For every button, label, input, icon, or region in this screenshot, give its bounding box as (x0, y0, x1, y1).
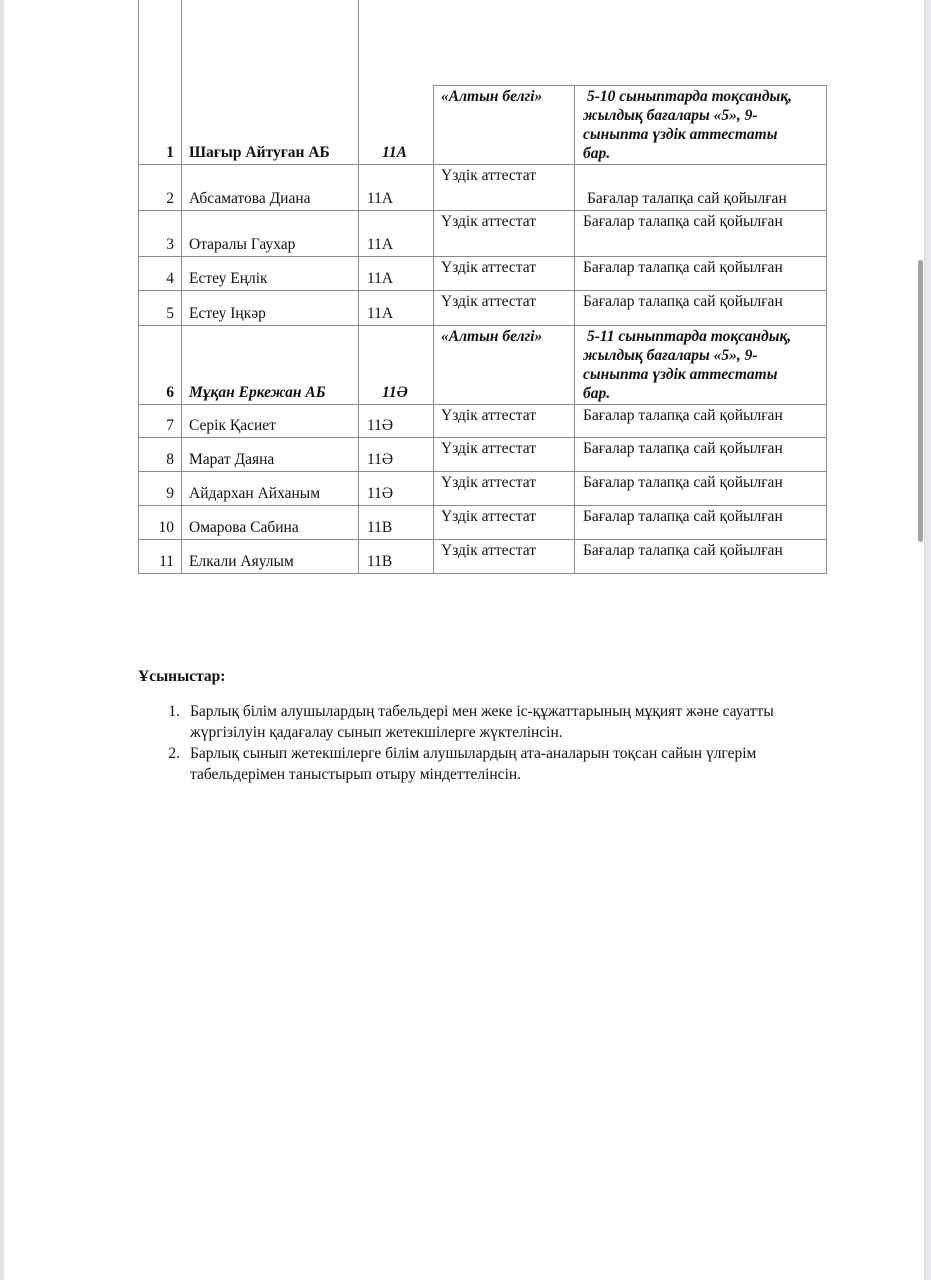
table-hline (138, 573, 827, 574)
student-name: Омарова Сабина (189, 519, 299, 536)
award-note-line: 5-11 сыныптарда тоқсандық, (587, 328, 792, 345)
table-hline (433, 85, 827, 86)
scrollbar-thumb[interactable] (918, 260, 923, 542)
grade-note: Бағалар талапқа сай қойылған (583, 440, 783, 457)
award-type: Үздік аттестат (441, 293, 537, 310)
table-hline (138, 505, 827, 506)
student-name: Мұқан Еркежан АБ (189, 384, 326, 401)
award-type: «Алтын белгі» (441, 328, 543, 345)
award-type: Үздік аттестат (441, 213, 537, 230)
class-name: 11Ә (367, 451, 394, 468)
grade-note: Бағалар талапқа сай қойылған (583, 508, 783, 525)
award-note-line: сыныпта үздік аттестаты (583, 126, 778, 143)
recommendation-number: 2. (168, 745, 180, 762)
grade-note: Бағалар талапқа сай қойылған (583, 259, 783, 276)
award-type: «Алтын белгі» (441, 88, 543, 105)
table-vline (181, 0, 182, 574)
row-number: 4 (166, 270, 174, 287)
row-number: 1 (166, 144, 174, 161)
recommendations-title: Ұсыныстар: (138, 668, 226, 685)
class-name: 11А (382, 144, 407, 161)
page-edge-left (0, 0, 4, 1280)
student-name: Айдархан Айханым (189, 485, 321, 502)
recommendation-line: Барлық білім алушылардың табельдері мен жеке іс-құжаттарының мұқият және сауатты (190, 703, 774, 720)
award-note-line: бар. (583, 385, 611, 402)
table-hline (138, 471, 827, 472)
table-hline (138, 256, 827, 257)
class-name: 11В (367, 553, 393, 570)
row-number: 10 (158, 519, 174, 536)
award-note-line: сыныпта үздік аттестаты (583, 366, 778, 383)
class-name: 11А (367, 305, 394, 322)
row-number: 6 (166, 384, 174, 401)
row-number: 7 (166, 417, 174, 434)
table-hline (138, 437, 827, 438)
student-name: Абсаматова Диана (189, 190, 311, 207)
grade-note: Бағалар талапқа сай қойылған (587, 190, 787, 207)
table-hline (138, 404, 827, 405)
recommendation-line: табельдерімен таныстырып отыру міндеттелінсін. (190, 766, 522, 783)
recommendation-number: 1. (168, 703, 180, 720)
grade-note: Бағалар талапқа сай қойылған (583, 213, 783, 230)
award-type: Үздік аттестат (441, 407, 537, 424)
grade-note: Бағалар талапқа сай қойылған (583, 293, 783, 310)
student-name: Елкали Аяулым (189, 553, 294, 570)
row-number: 2 (166, 190, 174, 207)
student-name: Шағыр Айтуған АБ (189, 144, 330, 161)
table-vline (358, 0, 359, 574)
student-name: Естеу Іңкәр (189, 305, 266, 322)
table-hline (138, 164, 827, 165)
table-vline (574, 85, 575, 574)
table-vline (826, 85, 827, 574)
grade-note: Бағалар талапқа сай қойылған (583, 474, 783, 491)
row-number: 3 (166, 236, 174, 253)
class-name: 11Ә (367, 485, 394, 502)
recommendation-line: жүргізілуін қадағалау сынып жетекшілерге жүктелінсін. (190, 724, 563, 741)
award-note-line: 5-10 сыныптарда тоқсандық, (587, 88, 793, 105)
award-type: Үздік аттестат (441, 259, 537, 276)
table-hline (138, 539, 827, 540)
table-vline (433, 85, 434, 574)
student-name: Естеу Еңлік (189, 270, 268, 287)
student-name: Марат Даяна (189, 451, 275, 468)
scrollbar-track[interactable] (924, 0, 931, 1280)
row-number: 11 (159, 553, 174, 570)
award-type: Үздік аттестат (441, 508, 537, 525)
recommendation-line: Барлық сынып жетекшілерге білім алушылардың ата-аналарын тоқсан сайын үлгерім (190, 745, 757, 762)
table-hline (138, 325, 827, 326)
grade-note: Бағалар талапқа сай қойылған (583, 542, 783, 559)
award-note-line: жылдық бағалары «5», 9- (583, 347, 758, 364)
award-note-line: бар. (583, 145, 611, 162)
row-number: 5 (166, 305, 174, 322)
award-type: Үздік аттестат (441, 167, 537, 184)
class-name: 11А (367, 236, 394, 253)
award-type: Үздік аттестат (441, 474, 537, 491)
table-hline (138, 290, 827, 291)
class-name: 11А (367, 190, 394, 207)
grade-note: Бағалар талапқа сай қойылған (583, 407, 783, 424)
student-name: Серік Қасиет (189, 417, 276, 434)
award-type: Үздік аттестат (441, 542, 537, 559)
table-hline (138, 210, 827, 211)
row-number: 8 (166, 451, 174, 468)
award-type: Үздік аттестат (441, 440, 537, 457)
student-name: Отаралы Гаухар (189, 236, 296, 253)
award-note-line: жылдық бағалары «5», 9- (583, 107, 758, 124)
class-name: 11Ә (382, 384, 408, 401)
row-number: 9 (166, 485, 174, 502)
class-name: 11Ә (367, 417, 394, 434)
class-name: 11В (367, 519, 393, 536)
class-name: 11А (367, 270, 394, 287)
